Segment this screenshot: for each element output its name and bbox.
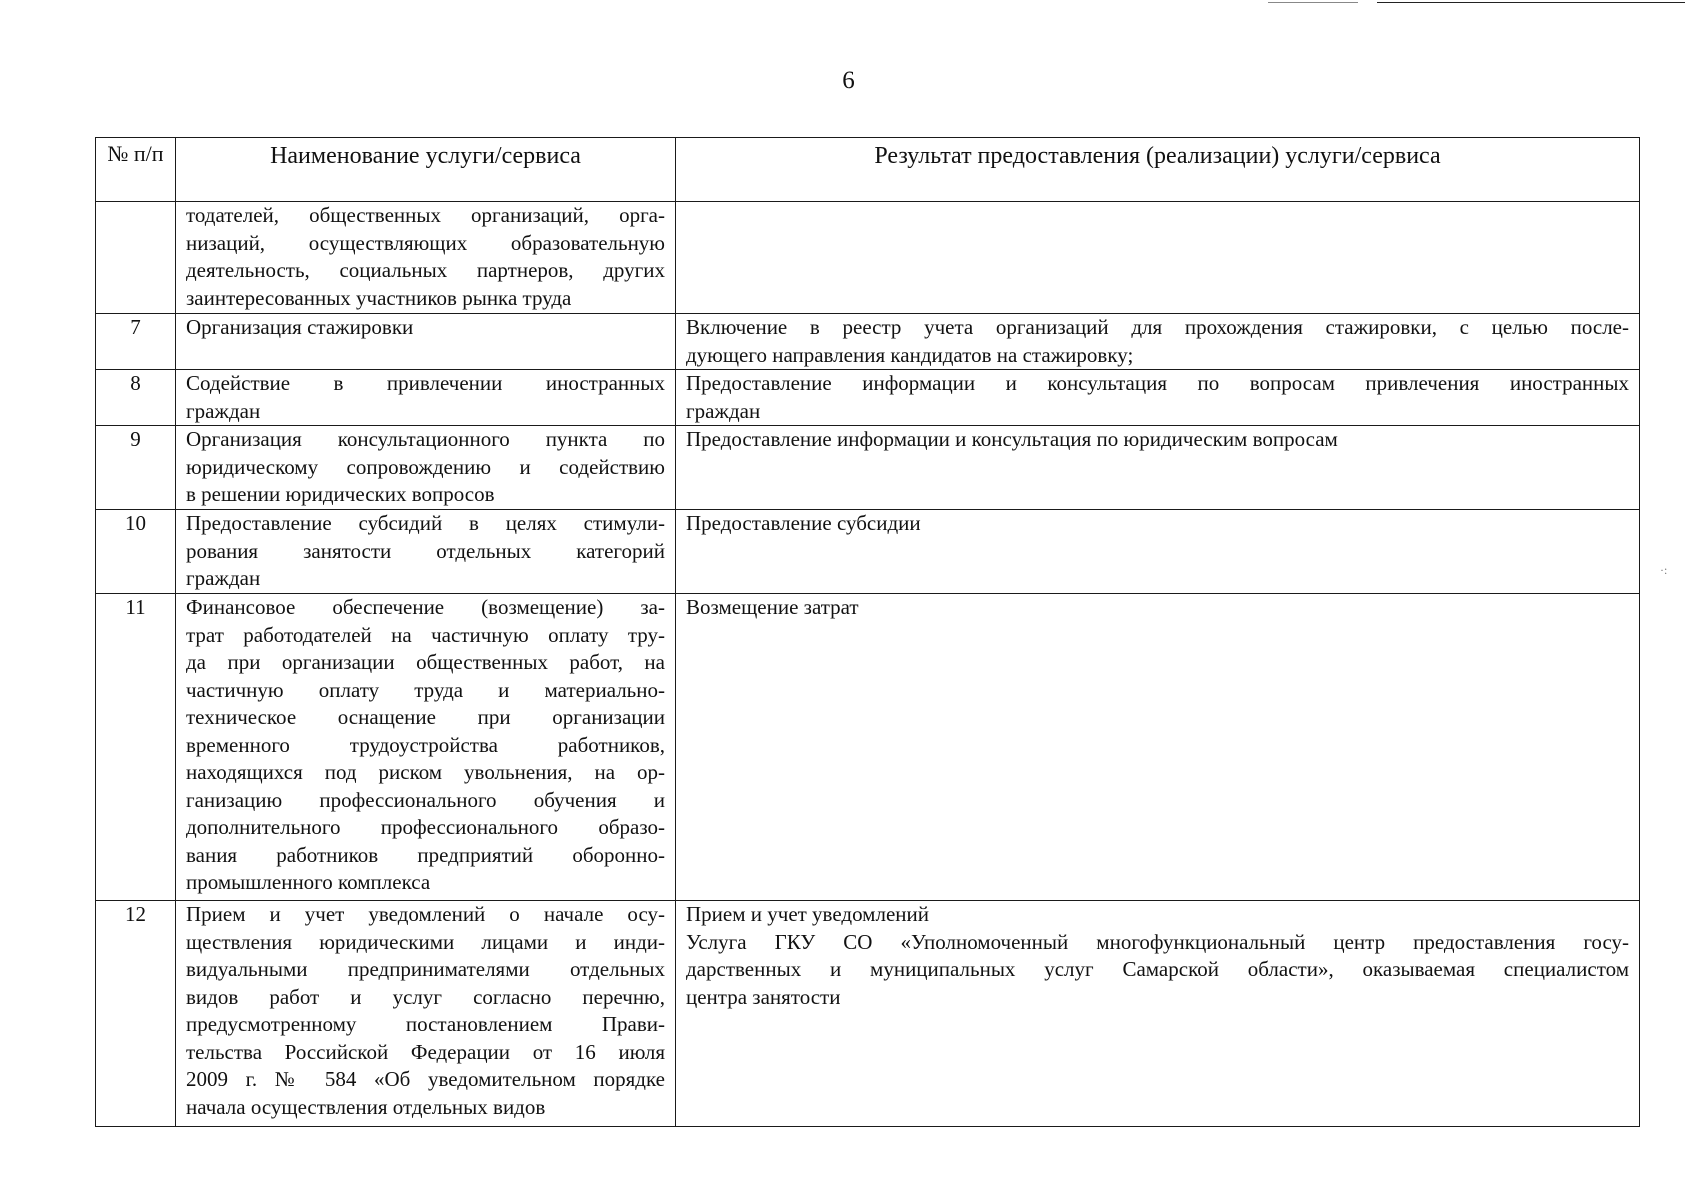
result-cell — [676, 370, 1640, 426]
header-service-name-label: Наименование услуги/сервиса — [270, 143, 581, 169]
row-number — [96, 202, 176, 314]
top-edge-rule-left — [1268, 2, 1358, 3]
row-number: 9 — [96, 426, 176, 510]
service-name-line: граждан — [186, 566, 261, 590]
row-number: 7 — [96, 314, 176, 370]
table-header-row — [96, 138, 1640, 202]
result-line: Предоставление информации и консультация по вопросам привлечения иностранных — [686, 371, 1629, 395]
row-number: 10 — [96, 510, 176, 594]
result-line: Возмещение затрат — [686, 595, 859, 619]
service-name-line: видуальными предпринимателями отдельных — [186, 957, 665, 981]
header-service-name — [176, 138, 676, 202]
service-name-cell — [176, 594, 676, 901]
service-name-line: низаций, осуществляющих образовательную — [186, 230, 665, 255]
result-cell — [676, 901, 1640, 1127]
header-number-label: № п/п — [107, 141, 164, 166]
service-name-line: Финансовое обеспечение (возмещение) за- — [186, 595, 665, 619]
service-name-line: видов работ и услуг согласно перечню, — [186, 984, 665, 1009]
result-line: Включение в реестр учета организаций для прохождения стажировки, с целью после- — [686, 315, 1629, 339]
header-result-label: Результат предоставления (реализации) услуги/сервиса — [874, 143, 1441, 169]
top-edge-rule — [1377, 2, 1685, 3]
service-name-cell — [176, 901, 676, 1127]
service-name-line: граждан — [186, 398, 261, 423]
service-name-line: вания работников предприятий оборонно- — [186, 842, 665, 867]
header-result — [676, 138, 1640, 202]
service-name-line: находящихся под риском увольнения, на ор- — [186, 760, 665, 784]
service-name-line: да при организации общественных работ, на — [186, 650, 665, 674]
service-name-line: Организация стажировки — [186, 315, 414, 339]
service-name-cell — [176, 314, 676, 370]
service-name-line: начала осуществления отдельных видов — [186, 1094, 546, 1119]
table-row — [96, 202, 1640, 314]
row-number: 12 — [96, 901, 176, 1127]
service-name-line: заинтересованных участников рынка труда — [186, 285, 572, 310]
result-line: дарственных и муниципальных услуг Самарской области», оказываемая специалистом — [686, 957, 1629, 981]
service-name-line: трат работодателей на частичную оплату тру- — [186, 622, 665, 647]
service-name-line: 2009 г. № 584 «Об уведомительном порядке — [186, 1067, 665, 1091]
result-line: дующего направления кандидатов на стажировку; — [686, 342, 1134, 367]
service-name-line: Организация консультационного пункта по — [186, 427, 665, 451]
service-name-line: тельства Российской Федерации от 16 июля — [186, 1039, 665, 1064]
services-table — [95, 137, 1640, 1127]
result-cell — [676, 426, 1640, 510]
scan-mark: ·: — [1660, 563, 1668, 577]
table-row — [96, 426, 1640, 510]
service-name-line: Прием и учет уведомлений о начале осу- — [186, 902, 665, 926]
service-name-cell — [176, 202, 676, 314]
page-number: 6 — [842, 67, 855, 94]
service-name-cell — [176, 370, 676, 426]
row-number: 8 — [96, 370, 176, 426]
header-number — [96, 138, 176, 202]
result-line: Предоставление субсидии — [686, 511, 921, 535]
service-name-line: ществления юридическими лицами и инди- — [186, 929, 665, 954]
table-row — [96, 314, 1640, 370]
result-line: Прием и учет уведомлений — [686, 902, 929, 926]
service-name-line: временного трудоустройства работников, — [186, 732, 665, 757]
table-row — [96, 901, 1640, 1127]
service-name-line: Предоставление субсидий в целях стимули- — [186, 511, 665, 535]
service-name-line: юридическому сопровождению и содействию — [186, 454, 665, 479]
service-name-line: ганизацию профессионального обучения и — [186, 787, 665, 812]
service-name-line: в решении юридических вопросов — [186, 482, 495, 506]
service-name-line: Содействие в привлечении иностранных — [186, 371, 665, 395]
service-name-cell — [176, 426, 676, 510]
result-cell — [676, 314, 1640, 370]
table-row — [96, 594, 1640, 901]
table-row — [96, 510, 1640, 594]
service-name-cell — [176, 510, 676, 594]
result-line: граждан — [686, 398, 761, 423]
result-cell — [676, 594, 1640, 901]
service-name-line: тодателей, общественных организаций, орга- — [186, 203, 665, 227]
result-cell — [676, 202, 1640, 314]
service-name-line: промышленного комплекса — [186, 870, 431, 894]
service-name-line: деятельность, социальных партнеров, других — [186, 258, 665, 282]
result-line: Услуга ГКУ СО «Уполномоченный многофункциональный центр предоставления госу- — [686, 929, 1629, 954]
service-name-line: дополнительного профессионального образо- — [186, 815, 665, 839]
result-cell — [676, 510, 1640, 594]
service-name-line: предусмотренному постановлением Прави- — [186, 1012, 665, 1036]
service-name-line: рования занятости отдельных категорий — [186, 538, 665, 563]
result-line: Предоставление информации и консультация по юридическим вопросам — [686, 427, 1338, 451]
table-body — [96, 202, 1640, 1127]
service-name-line: частичную оплату труда и материально- — [186, 677, 665, 702]
result-line: центра занятости — [686, 984, 841, 1009]
row-number: 11 — [96, 594, 176, 901]
service-name-line: техническое оснащение при организации — [186, 705, 665, 729]
table-row — [96, 370, 1640, 426]
